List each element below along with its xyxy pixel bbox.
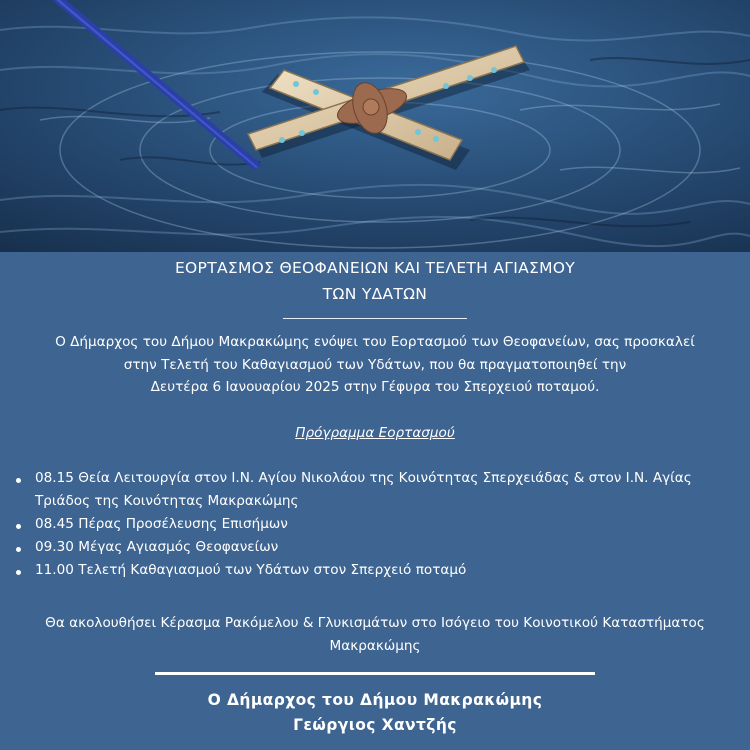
program-heading: Πρόγραμμα Εορτασμού <box>295 425 455 441</box>
schedule-item-text: 09.30 Μέγας Αγιασμός Θεοφανείων <box>35 539 279 555</box>
title-divider <box>283 318 467 319</box>
bullet-icon <box>16 570 21 575</box>
bullet-icon <box>16 478 21 483</box>
bullet-icon <box>16 547 21 552</box>
schedule-item-text: 08.45 Πέρας Προσέλευσης Επισήμων <box>35 516 288 532</box>
event-title-line-1: ΕΟΡΤΑΣΜΟΣ ΘΕΟΦΑΝΕΙΩΝ ΚΑΙ ΤΕΛΕΤΗ ΑΓΙΑΣΜΟΥ <box>174 259 576 277</box>
signature-name: Γεώργιος Χαντζής <box>293 716 457 734</box>
reception-note-line-1: Θα ακολουθήσει Κέρασμα Ρακόμελου & Γλυκισμάτων στο Ισόγειο του Κοινοτικού Καταστήματος <box>45 615 705 631</box>
invitation-text-line-3: Δευτέρα 6 Ιανουαρίου 2025 στην Γέφυρα του Σπερχειού ποταμού. <box>150 379 600 395</box>
schedule-item-text-continued: Τριάδος της Κοινότητας Μακρακώμης <box>35 493 299 509</box>
floating-cross-in-water-image <box>0 0 750 252</box>
event-title-line-2: ΤΩΝ ΥΔΑΤΩΝ <box>322 285 428 303</box>
schedule-item-text: 08.15 Θεία Λειτουργία στον Ι.Ν. Αγίου Νικολάου της Κοινότητας Σπερχειάδας & στον Ι.Ν. Αγίας <box>35 470 692 486</box>
reception-note-line-2: Μακρακώμης <box>329 638 421 654</box>
invitation-text-line-2: στην Τελετή του Καθαγιασμού των Υδάτων, που θα πραγματοποιηθεί την <box>123 357 627 373</box>
signature-title: Ο Δήμαρχος του Δήμου Μακρακώμης <box>207 691 543 709</box>
invitation-text-line-1: Ο Δήμαρχος του Δήμου Μακρακώμης ενόψει του Εορτασμού των Θεοφανείων, σας προσκαλεί <box>55 334 695 350</box>
signature-divider <box>155 672 595 675</box>
schedule-item-text: 11.00 Τελετή Καθαγιασμού των Υδάτων στον Σπερχειό ποταμό <box>35 562 467 578</box>
bullet-icon <box>16 524 21 529</box>
